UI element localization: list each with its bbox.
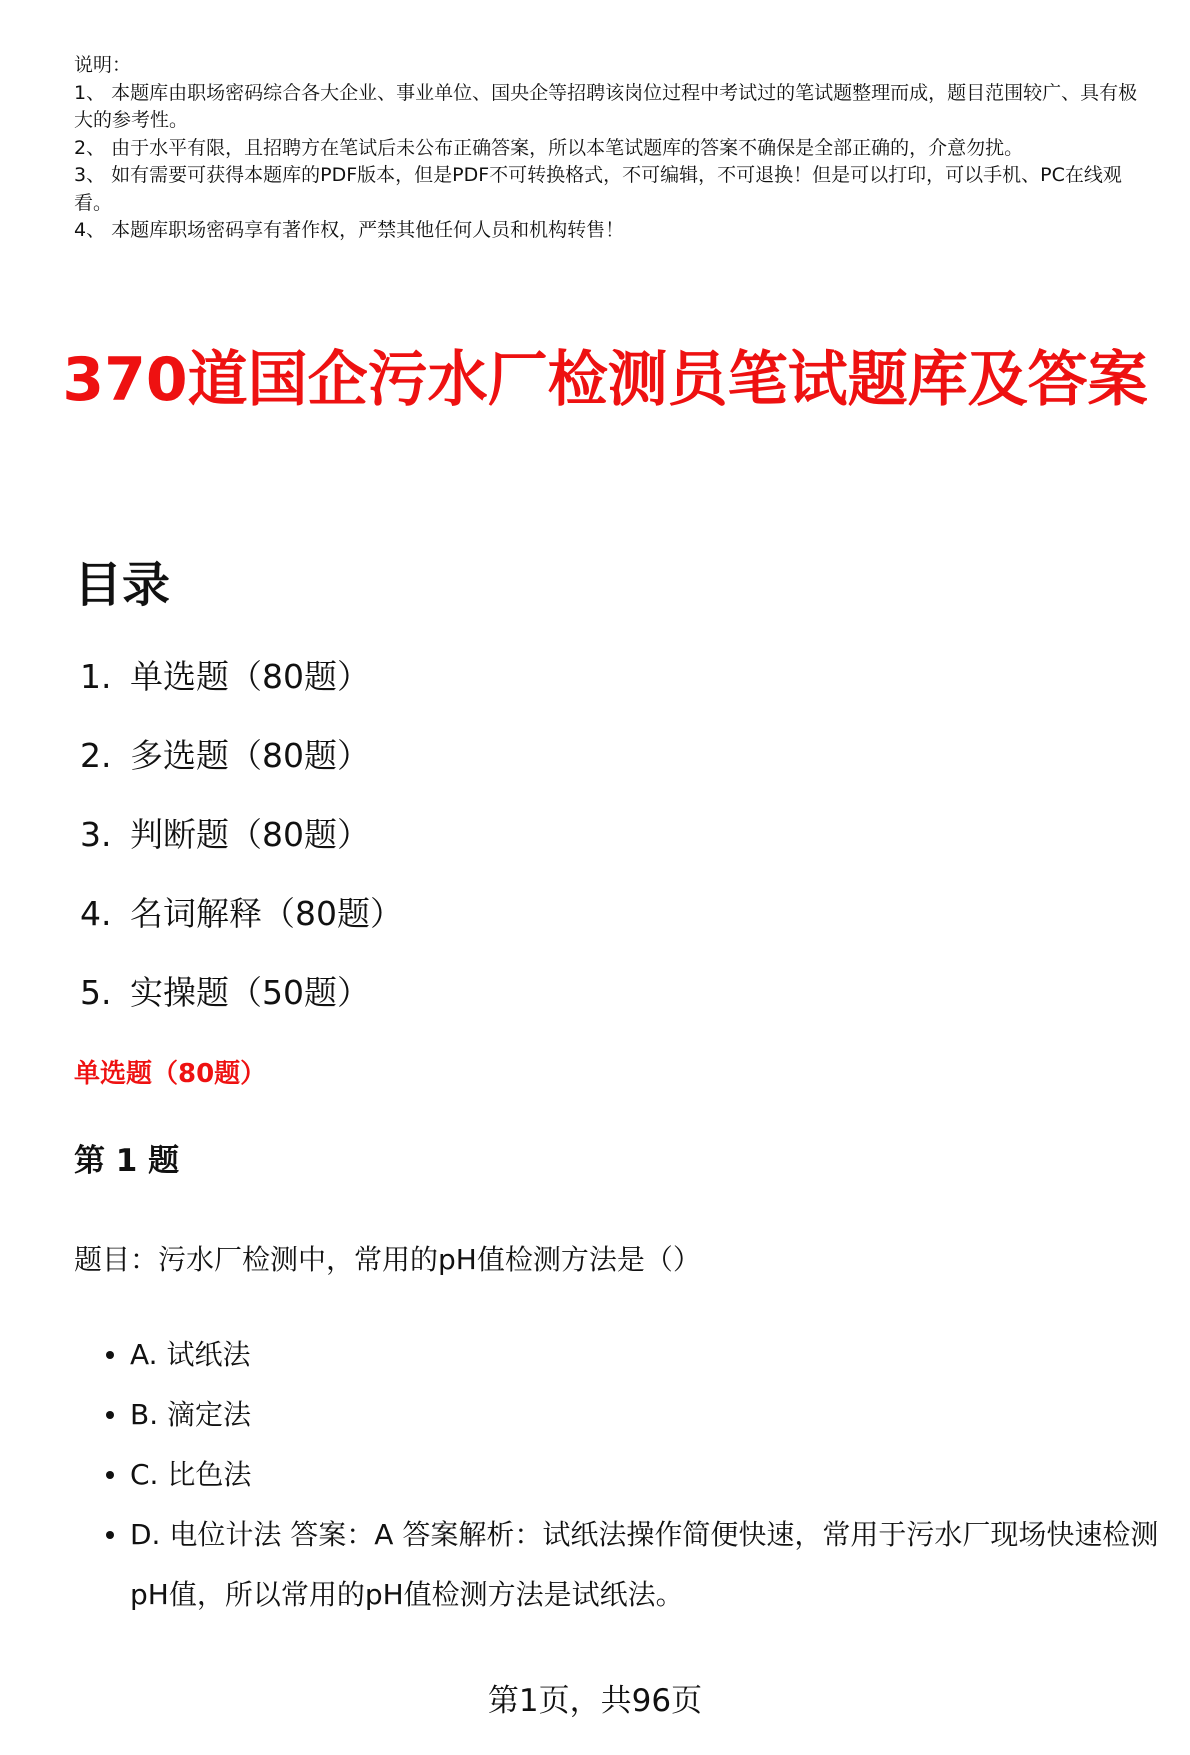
toc-item-label: 实操题（50题）	[130, 973, 370, 1012]
page-footer: 第1页，共96页	[487, 1683, 703, 1719]
toc-item-label: 名词解释（80题）	[130, 894, 403, 933]
option-text: C. 比色法	[130, 1458, 252, 1491]
option-text: A. 试纸法	[130, 1338, 251, 1371]
option-text: B. 滴定法	[130, 1398, 252, 1431]
question-options	[100, 1325, 1170, 1625]
toc-item-number: 4.	[80, 894, 112, 933]
notice-line-2: 2、 由于水平有限，且招聘方在笔试后未公布正确答案，所以本笔试题库的答案不确保是全部正确的，介意勿扰。	[74, 136, 1024, 159]
toc-item-number: 1.	[80, 657, 112, 696]
toc-heading: 目录	[74, 557, 171, 613]
notice-heading: 说明：	[74, 54, 132, 76]
toc-item-number: 2.	[80, 736, 112, 775]
option-item	[100, 1445, 1170, 1505]
toc-item-label: 单选题（80题）	[130, 657, 370, 696]
bullet-icon	[106, 1531, 114, 1539]
question-stem: 题目：污水厂检测中，常用的pH值检测方法是（）	[74, 1243, 701, 1276]
document-title: 370道国企污水厂检测员笔试题库及答案	[62, 345, 1148, 415]
notice-line-4: 4、 本题库职场密码享有著作权，严禁其他任何人员和机构转售！	[74, 219, 625, 241]
bullet-icon	[106, 1351, 114, 1359]
toc-item-number: 3.	[80, 815, 112, 854]
option-text: D. 电位计法 答案：A 答案解析：试纸法操作简便快速，常用于污水厂现场快速检测pH值，所以常用的pH值检测方法是试纸法。	[130, 1518, 1159, 1611]
option-item	[100, 1385, 1170, 1445]
toc-list	[80, 652, 403, 1047]
bullet-icon	[106, 1471, 114, 1479]
toc-item-label: 判断题（80题）	[130, 815, 370, 854]
toc-item	[80, 652, 403, 731]
notice-line-3: 3、 如有需要可获得本题库的PDF版本，但是PDF不可转换格式，不可编辑，不可退换！但是可以打印，可以手机、PC在线观看。	[74, 164, 1122, 214]
section-title: 单选题（80题）	[74, 1059, 267, 1089]
toc-item-label: 多选题（80题）	[130, 736, 370, 775]
question-number: 第 1 题	[74, 1143, 180, 1179]
option-item	[100, 1505, 1170, 1625]
toc-item	[80, 968, 403, 1047]
bullet-icon	[106, 1411, 114, 1419]
toc-item-number: 5.	[80, 973, 112, 1012]
notice-block	[74, 52, 1154, 245]
option-item	[100, 1325, 1170, 1385]
toc-item	[80, 810, 403, 889]
notice-line-1: 1、 本题库由职场密码综合各大企业、事业单位、国央企等招聘该岗位过程中考试过的笔试题整理而成，题目范围较广、具有极大的参考性。	[74, 81, 1138, 131]
toc-item	[80, 731, 403, 810]
toc-item	[80, 889, 403, 968]
